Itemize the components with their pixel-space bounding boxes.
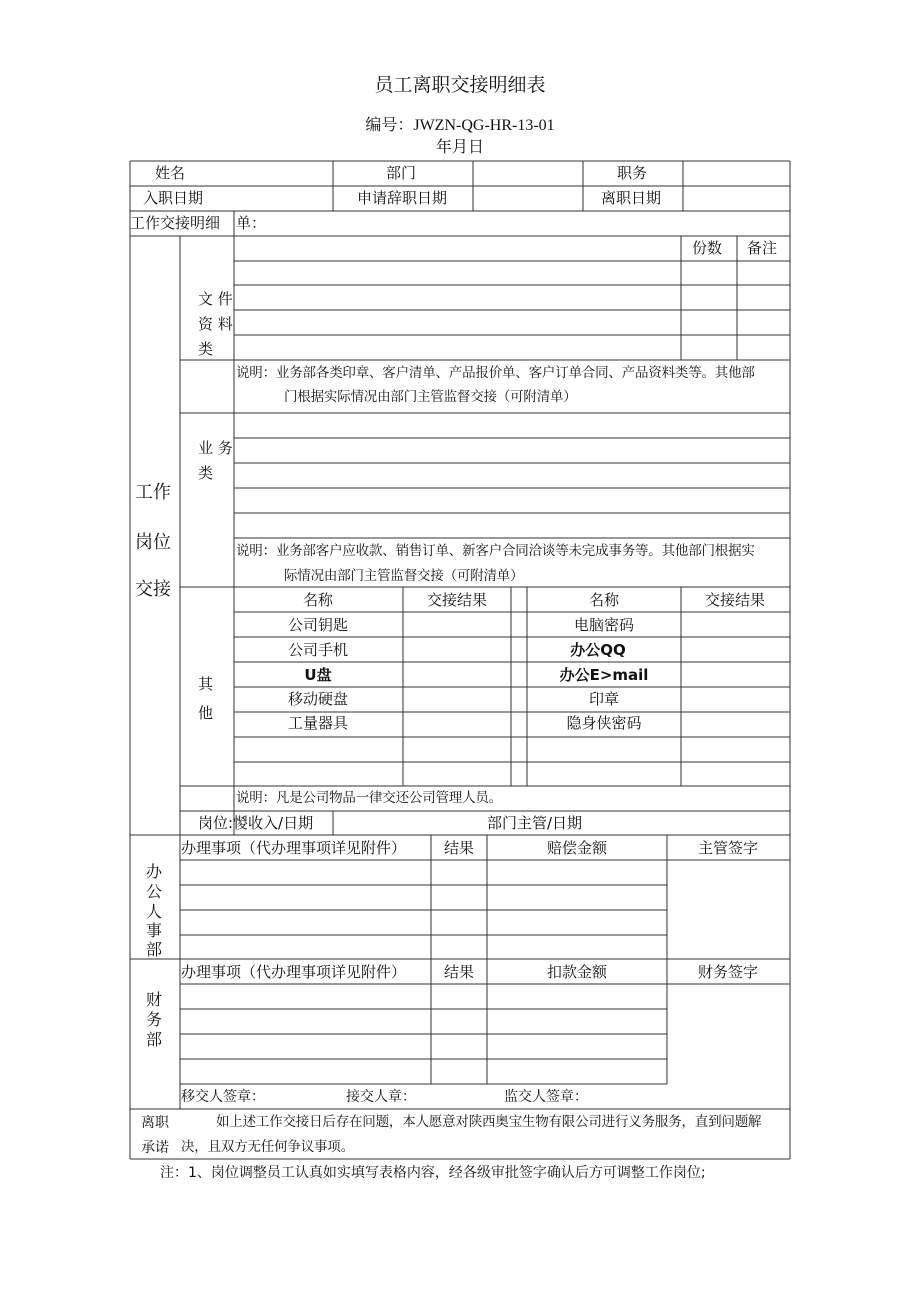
footer-note: 注：1、岗位调整员工认真如实填写表格内容，经各级审批签字确认后方可调整工作岗位; [160, 1165, 706, 1181]
supervisor-sign-label: 监交人签章： [504, 1089, 588, 1105]
hr-label-char: 公 [146, 882, 163, 901]
hr-col-amount: 赔偿金额 [546, 839, 608, 857]
transfer-sign-label: 移交人签章： [181, 1089, 265, 1105]
docs-label-line3: 类 [198, 340, 214, 358]
section-label-line2: 岗位 [135, 532, 171, 553]
apply-date-label: 申请辞职日期 [357, 189, 448, 207]
docs-label-line1: 文 件 [198, 290, 233, 308]
date-line: 年月日 [435, 139, 485, 156]
finance-label-char: 财 [146, 990, 163, 1009]
docs-col-note: 备注 [747, 239, 778, 257]
other-left-col-name: 名称 [302, 591, 334, 609]
business-note-line2: 际情况由部门主管监督交接（可附清单） [284, 568, 524, 584]
dept-label: 部门 [386, 164, 417, 182]
other-right-item: 印章 [588, 690, 620, 708]
name-value-cell[interactable] [234, 162, 332, 185]
other-left-item: 工量器具 [287, 714, 349, 732]
hr-label-char: 人 [146, 902, 163, 921]
commitment-text-line1: 如上述工作交接日后存在问题，本人愿意对陕西奥宝生物有限公司进行义务服务，直到问题解 [216, 1114, 762, 1130]
position-label: 职务 [617, 164, 648, 182]
finance-col-item: 办理事项（代办理事项详见附件） [181, 963, 407, 981]
hr-col-item: 办理事项（代办理事项详见附件） [181, 839, 407, 857]
section-label-line1: 工作 [135, 482, 171, 503]
docs-note-line2: 门根据实际情况由部门主管监督交接（可附清单） [284, 389, 577, 405]
finance-label-char: 务 [146, 1010, 163, 1029]
sign-manager-label: 部门主管/日期 [487, 814, 583, 832]
form-code: 编号：JWZN-QG-HR-13-01 [365, 117, 555, 134]
form-title: 员工离职交接明细表 [374, 74, 546, 96]
other-right-item: 办公E>mail [559, 666, 649, 684]
other-left-item: 公司钥匙 [287, 616, 349, 634]
work-list-suffix: 单： [236, 214, 267, 232]
finance-col-sign: 财务签字 [697, 963, 759, 981]
other-note: 说明：凡是公司物品一律交还公司管理人员。 [236, 790, 502, 806]
hr-col-result: 结果 [443, 839, 475, 857]
other-right-col-result: 交接结果 [704, 591, 766, 609]
docs-note-line1: 说明：业务部各类印章、客户清单、产品报价单、客户订单合同、产品资料类等。其他部 [236, 365, 755, 381]
business-label-line1: 业 务 [198, 439, 233, 457]
section-label-line3: 交接 [135, 579, 171, 600]
hr-col-sign: 主管签字 [697, 839, 759, 857]
other-right-item: 电脑密码 [573, 616, 635, 634]
receiver-sign-label: 接交人章： [346, 1089, 416, 1105]
position-value-cell[interactable] [684, 162, 789, 185]
hr-label-char: 部 [146, 940, 163, 959]
other-left-col-result: 交接结果 [426, 591, 488, 609]
sign-receive-label: 岗位:惾收入/日期 [198, 814, 314, 832]
other-right-item: 办公QQ [570, 641, 626, 659]
other-right-item: 隐身侠密码 [566, 714, 642, 732]
dept-value-cell[interactable] [474, 162, 582, 185]
business-label-line2: 类 [198, 464, 214, 482]
hr-label-char: 办 [146, 862, 163, 881]
commitment-label-line2: 承诺 [141, 1140, 169, 1156]
leave-date-label: 离职日期 [601, 189, 662, 207]
other-label-line2: 他 [198, 704, 214, 722]
other-right-col-name: 名称 [588, 591, 620, 609]
commitment-label-line1: 离职 [141, 1115, 169, 1131]
other-left-item: 移动硬盘 [287, 690, 349, 708]
other-label-line1: 其 [198, 675, 214, 693]
entry-date-label: 入职日期 [143, 189, 204, 207]
name-label: 姓名 [155, 164, 186, 182]
business-note-line1: 说明：业务部客户应收款、销售订单、新客户合同洽谈等未完成事务等。其他部门根据实 [236, 543, 755, 559]
hr-label-char: 事 [146, 921, 163, 940]
commitment-text-line2: 决，且双方无任何争议事项。 [181, 1139, 354, 1155]
other-left-item: U盘 [304, 666, 332, 684]
docs-label-line2: 资 料 [198, 315, 233, 333]
work-list-label: 工作交接明细 [130, 214, 221, 232]
finance-label-char: 部 [146, 1030, 163, 1049]
other-left-item: 公司手机 [287, 641, 349, 659]
docs-col-count: 份数 [692, 239, 723, 257]
finance-col-result: 结果 [443, 963, 475, 981]
finance-col-amount: 扣款金额 [546, 963, 608, 981]
